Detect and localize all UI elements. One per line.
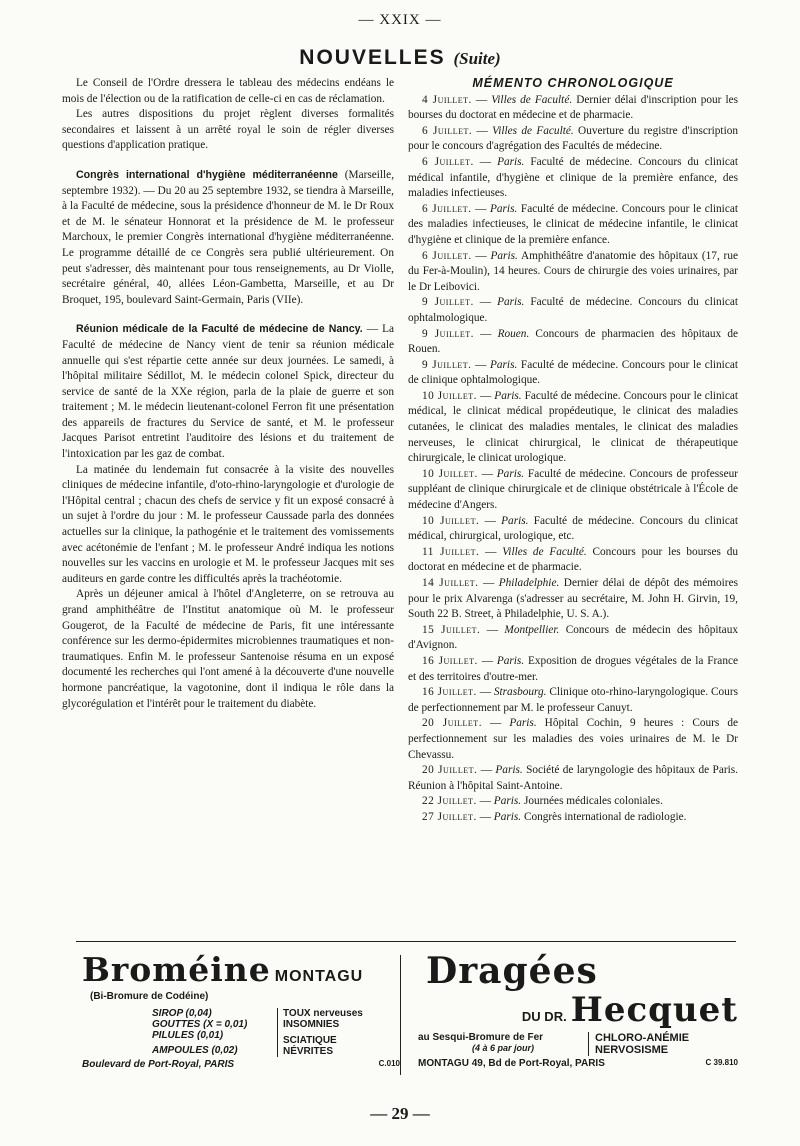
memento-entry-text: Faculté de médecine. Concours pour le clinicat médical, le clinicat médical propédeutique, le clinicat des maladies cutanées, le clinicat des maladies mentales, le clinicat des maladies nerveuses, le clinicat chirurgical, le clinicat de thérapeutique chirurgicale, le clinicat urologique. [408, 389, 738, 465]
memento-entry: 20 Juillet. — Paris. Hôpital Cochin, 9 heures : Cours de perfectionnement sur les maladies des voies urinaires de M. le Dr Chevassu. [408, 717, 738, 761]
memento-entry: 14 Juillet. — Philadelphie. Dernier délai de dépôt des mémoires pour le prix Alvarenga (s'adresser au secrétaire, M. John H. Girvin, 19, South 22 B. Street, à Philadelphie, U. S. A.). [408, 577, 738, 621]
heading-title: NOUVELLES [299, 46, 446, 69]
memento-entry-date: 4 Juillet. [422, 93, 472, 106]
memento-entry-place: Strasbourg. [493, 686, 547, 699]
ad-bromeine-brand: Broméine [82, 950, 271, 989]
memento-entry-text: Faculté de médecine. Concours pour le clinicat de clinique ophtalmologique. [408, 358, 738, 387]
ad-hecquet-code: C 39.810 [705, 1058, 738, 1067]
memento-entry-date: 6 Juillet. [422, 249, 472, 262]
memento-entry-date: 10 Juillet. [422, 514, 480, 527]
ad-bromeine-toux: TOUX nerveuses [283, 1008, 363, 1019]
memento-entry-place: Paris. [494, 389, 522, 402]
memento-entry-place: Paris. [497, 296, 525, 309]
memento-entry-date: 9 Juillet. [422, 327, 474, 340]
memento-entry-place: Paris. [493, 810, 522, 823]
ad-hecquet-nervosisme: NERVOSISME [595, 1044, 669, 1056]
memento-title: MÉMENTO CHRONOLOGIQUE [472, 76, 674, 90]
memento-entry-text: Ouverture du registre d'inscription pour le concours d'agrégation des Facultés de médecine. [408, 124, 739, 153]
memento-list [408, 93, 738, 826]
memento-entry-place: Philadelphie. [498, 577, 560, 589]
memento-entry-text: Congrès international de radiologie. [523, 810, 687, 823]
memento-entry: 20 Juillet. — Paris. Société de laryngologie des hôpitaux de Paris. Réunion à l'hôpital Saint-Antoine. [408, 764, 738, 792]
memento-entry-date: 9 Juillet. [422, 296, 474, 309]
ad-bromeine-gouttes: GOUTTES (X = 0,01) [152, 1019, 248, 1030]
memento-entry-place: Paris. [489, 358, 518, 371]
memento-entry-text: Société de laryngologie des hôpitaux de Paris. Réunion à l'hôpital Saint-Antoine. [408, 764, 738, 792]
memento-entry: 10 Juillet. — Paris. Faculté de médecine. Concours pour le clinicat médical, le clinicat médical propédeutique, le clinicat des maladies cutanées, le clinicat des maladies mentales, le clinicat des maladies nerveuses, le clinicat chirurgical, le clinicat de thérapeutique chirurgicale, le clinicat urologique. [408, 389, 738, 465]
ad-bromeine-maker: MONTAGU [274, 968, 364, 985]
article-congres-body: (Marseille, septembre 1932). — Du 20 au 25 septembre 1932, se tiendra à Marseille, à la Faculté de médecine, sous la présidence d'honneur de M. le Dr Roux et de M. le sénateur Honnorat et la présidence de M. le professeur Marchoux, le premier Congrès international d'hygiène méditerranéenne. Le programme détaillé de ce Congrès sera publié ultérieurement. On peut s'adresser, dès maintenant pour tous renseignements, au Dr Violle, secrétaire général, 40, allées Léon-Gambetta, Marseille, et au Dr Broquet, 195, boulevard Saint-Germain, Paris (VIIe). [62, 168, 395, 306]
memento-entry-date: 14 Juillet. [422, 577, 479, 589]
advertisement-dragees-hecquet [418, 950, 738, 1080]
memento-entry-text: Exposition de drogues végétales de la France et des territoires d'outre-mer. [408, 654, 738, 683]
memento-entry-place: Villes de Faculté. [491, 93, 573, 106]
memento-entry-text: Faculté de médecine. Concours du clinicat médical, chirurgical, urologique, etc. [408, 514, 738, 543]
memento-entry: 4 Juillet. — Villes de Faculté. Dernier délai d'inscription pour les bourses du doctorat en médecine et de pharmacie. [408, 93, 739, 122]
memento-entry-date: 9 Juillet. [422, 358, 472, 371]
memento-entry-text: Dernier délai d'inscription pour les bourses du doctorat en médecine et de pharmacie. [408, 93, 739, 122]
article-reunion [62, 322, 394, 462]
page-folio-roman: — XXIX — [358, 12, 442, 28]
memento-entry-text: Amphithéâtre d'anatomie des hôpitaux (17, rue du Fer-à-Moulin), 14 heures. Cours de chirurgie des voies urinaires, par le Dr Leibovici. [408, 249, 738, 293]
advertisement-bromeine [82, 950, 400, 1080]
page-number: — 29 — [370, 1104, 430, 1123]
memento-entry: 6 Juillet. — Paris. Faculté de médecine. Concours pour le clinicat des maladies infectieuses, le clinicat de médecine infantile, le clinicat d'hygiène et clinique de la première enfance. [408, 202, 738, 246]
memento-entry-text: Concours pour les bourses du doctorat en médecine et de pharmacie. [408, 545, 739, 574]
memento-entry: 16 Juillet. — Paris. Exposition de drogues végétales de la France et des territoires d'outre-mer. [408, 654, 738, 683]
ad-bromeine-pilules: PILULES (0,01) [152, 1030, 224, 1041]
paragraph-dejeuner: Après un déjeuner amical à l'hôtel d'Angleterre, on se retrouva au grand amphithéâtre de l'Institut anatomique où M. le professeur Gougerot, de la Faculté de médecine de Paris, fit une intéressante conférence sur les dermo-épidermites microbiennes traumatiques et non-traumatiques. Enfin M. le professeur Santenoise résuma en un exposé documenté les recherches qui l'ont amené à la découverte d'une nouvelle hormone pancréatique, la vagotonine, dont il indiqua le rôle dans la glycorégulation et l'intérêt pour le traitement du diabète. [62, 588, 394, 710]
right-column [408, 76, 738, 826]
memento-entry-text: Clinique oto-rhino-laryngologique. Cours de perfectionnement par M. le professeur Canuyt. [408, 686, 738, 714]
memento-entry: 10 Juillet. — Paris. Faculté de médecine. Concours de professeur suppléant de clinique chirurgicale et de clinique obstétricale à l'École de médecine d'Angers. [408, 467, 739, 512]
memento-entry: 22 Juillet. — Paris. Journées médicales coloniales. [422, 795, 663, 808]
ad-bromeine-address: Boulevard de Port-Royal, PARIS [82, 1059, 235, 1070]
memento-entry-date: 20 Juillet. [422, 764, 478, 777]
memento-entry-place: Montpellier. [504, 623, 560, 636]
article-congres [62, 168, 394, 308]
memento-entry-place: Paris. [493, 795, 522, 808]
memento-entry: 6 Juillet. — Paris. Faculté de médecine. Concours du clinicat médical infantile, d'hygiène et clinique de la première enfance, des maladies infectieuses. [408, 155, 739, 200]
memento-entry: 10 Juillet. — Paris. Faculté de médecine. Concours du clinicat médical, chirurgical, urologique, etc. [408, 514, 738, 543]
ad-bromeine-sciatique: SCIATIQUE [283, 1035, 337, 1046]
memento-entry-date: 10 Juillet. [422, 467, 478, 480]
memento-entry-date: 6 Juillet. [422, 202, 472, 215]
memento-entry: 6 Juillet. — Paris. Amphithéâtre d'anatomie des hôpitaux (17, rue du Fer-à-Moulin), 14 heures. Cours de chirurgie des voies urinaires, par le Dr Leibovici. [408, 249, 738, 293]
memento-entry-date: 6 Juillet. [422, 124, 473, 137]
memento-entry-place: Paris. [496, 654, 525, 667]
memento-entry-place: Paris. [489, 202, 518, 215]
memento-entry-date: 22 Juillet. [422, 795, 477, 808]
ad-hecquet-sesquibromure: au Sesqui-Bromure de Fer [418, 1032, 544, 1043]
memento-entry-text: Faculté de médecine. Concours du clinicat médical infantile, d'hygiène et clinique de la première enfance, des maladies infectieuses. [408, 155, 739, 200]
memento-entry-date: 15 Juillet. [422, 623, 481, 636]
section-heading [0, 46, 800, 70]
ad-hecquet-name: Hecquet [570, 990, 738, 1030]
memento-entry-date: 10 Juillet. [422, 389, 477, 402]
ad-bromeine-subtitle: (Bi-Bromure de Codéine) [90, 991, 209, 1002]
memento-entry-text: Journées médicales coloniales. [523, 795, 663, 808]
memento-entry: 27 Juillet. — Paris. Congrès international de radiologie. [422, 810, 687, 823]
memento-entry-text: Faculté de médecine. Concours de professeur suppléant de clinique chirurgicale et de clinique obstétricale à l'École de médecine d'Angers. [408, 467, 739, 512]
ad-bromeine-code: C.010 [378, 1059, 400, 1068]
memento-entry-date: 11 Juillet. [422, 545, 480, 558]
ad-bromeine-nevrites: NÉVRITES [283, 1046, 334, 1057]
ad-bromeine-ampoules: AMPOULES (0,02) [152, 1045, 238, 1056]
memento-entry: 9 Juillet. — Paris. Faculté de médecine. Concours pour le clinicat de clinique ophtalmologique. [408, 358, 738, 387]
ad-bromeine-insomnies: INSOMNIES [283, 1019, 340, 1030]
paragraph-conseil: Le Conseil de l'Ordre dressera le tableau des médecins endéans le mois de l'élection ou de la ratification de celle-ci en cas de réclamation. [62, 77, 394, 105]
memento-entry-date: 6 Juillet. [422, 155, 474, 168]
article-reunion-body: — La Faculté de médecine de Nancy vient de tenir sa réunion médicale annuelle qui s'est répartie cette année sur deux journées. Le samedi, à l'hôpital militaire Sédillot, M. le médecin colonel Spick, directeur du service de santé de la XXe région, parla de la plaie de guerre et son traitement ; M. le médecin lieutenant-colonel Ferron fit une présentation des appareils de fractures du Service de santé, et M. le professeur Jacques Parisot entretint l'auditoire des lésions et du traitement de l'intoxication par les gaz de combat. [62, 323, 394, 461]
memento-entry-place: Villes de Faculté. [492, 124, 574, 137]
memento-entry: 15 Juillet. — Montpellier. Concours de médecin des hôpitaux d'Avignon. [408, 623, 738, 652]
memento-entry: 6 Juillet. — Villes de Faculté. Ouverture du registre d'inscription pour le concours d'agrégation des Facultés de médecine. [408, 124, 739, 153]
memento-entry: 16 Juillet. — Strasbourg. Clinique oto-rhino-laryngologique. Cours de perfectionnement par M. le professeur Canuyt. [408, 686, 738, 714]
article-reunion-title: Réunion médicale de la Faculté de médecine de Nancy. [76, 323, 363, 336]
ad-hecquet-address: MONTAGU 49, Bd de Port-Royal, PARIS [418, 1058, 605, 1069]
memento-entry-date: 20 Juillet. [422, 717, 483, 730]
memento-entry-text: Faculté de médecine. Concours du clinicat ophtalmologique. [408, 296, 739, 324]
memento-entry-date: 27 Juillet. [422, 810, 477, 823]
memento-entry-place: Paris. [497, 155, 525, 168]
ad-hecquet-brand: Dragées [426, 950, 598, 992]
ad-hecquet-du-dr: DU DR. [521, 1009, 567, 1024]
paragraph-dispositions: Les autres dispositions du projet règlent diverses formalités secondaires et laissent à un arrêté royal le soin de régler diverses questions d'application pratique. [62, 108, 394, 152]
memento-entry-text: Concours de médecin des hôpitaux d'Avignon. [408, 623, 738, 652]
ad-divider-rule [76, 941, 736, 942]
memento-entry-place: Paris. [495, 764, 523, 777]
memento-entry-place: Villes de Faculté. [502, 545, 587, 558]
ad-separator [400, 955, 401, 1075]
heading-subtitle: (Suite) [453, 49, 501, 68]
ad-hecquet-dose: (4 à 6 par jour) [471, 1043, 534, 1053]
paragraph-matinee: La matinée du lendemain fut consacrée à la visite des nouvelles cliniques de médecine infantile, d'oto-rhino-laryngologie et d'urologie de l'Hôpital central ; chacun des chefs de service y fit un exposé consacré à un sujet à l'ordre du jour : M. le professeur Caussade parla des données actuelles sur la clinique, la pathogénie et le traitement des vomissements avec acétonémie de l'enfant ; M. le professeur André indiqua les notions nouvelles sur les vaccins en urologie et M. le professeur Jacques mit ses auditeurs en garde contre les difficultés après la trachéotomie. [62, 463, 394, 585]
memento-entry: 9 Juillet. — Paris. Faculté de médecine. Concours du clinicat ophtalmologique. [408, 296, 739, 324]
memento-entry-text: Dernier délai de dépôt des mémoires pour le prix Alvarenga (s'adresser au secrétaire, M. John H. Girvin, 19, South 22 B. Street, à Philadelphie, U. S. A.). [408, 577, 738, 621]
ad-bromeine-sirop: SIROP (0,04) [152, 1008, 212, 1019]
memento-entry-place: Rouen. [497, 327, 530, 340]
memento-entry: 9 Juillet. — Rouen. Concours de pharmacien des hôpitaux de Rouen. [408, 327, 738, 356]
memento-entry-text: Hôpital Cochin, 9 heures : Cours de perfectionnement sur les maladies des voies urinaires de M. le Dr Chevassu. [408, 717, 738, 761]
memento-entry-place: Paris. [501, 514, 529, 527]
memento-entry-place: Paris. [490, 249, 518, 262]
memento-entry: 11 Juillet. — Villes de Faculté. Concours pour les bourses du doctorat en médecine et de pharmacie. [408, 545, 739, 574]
ad-hecquet-chloro-anemie: CHLORO-ANÉMIE [595, 1032, 690, 1044]
memento-entry-place: Paris. [509, 717, 537, 730]
article-congres-title: Congrès international d'hygiène méditerranéenne [76, 168, 338, 181]
memento-entry-date: 16 Juillet. [422, 686, 477, 699]
memento-entry-place: Paris. [496, 467, 525, 480]
memento-entry-text: Concours de pharmacien des hôpitaux de Rouen. [408, 327, 738, 356]
memento-entry-date: 16 Juillet. [422, 654, 478, 667]
left-column [62, 76, 394, 712]
memento-entry-text: Faculté de médecine. Concours pour le clinicat des maladies infectieuses, le clinicat de médecine infantile, le clinicat d'hygiène et clinique de la première enfance. [408, 202, 738, 246]
